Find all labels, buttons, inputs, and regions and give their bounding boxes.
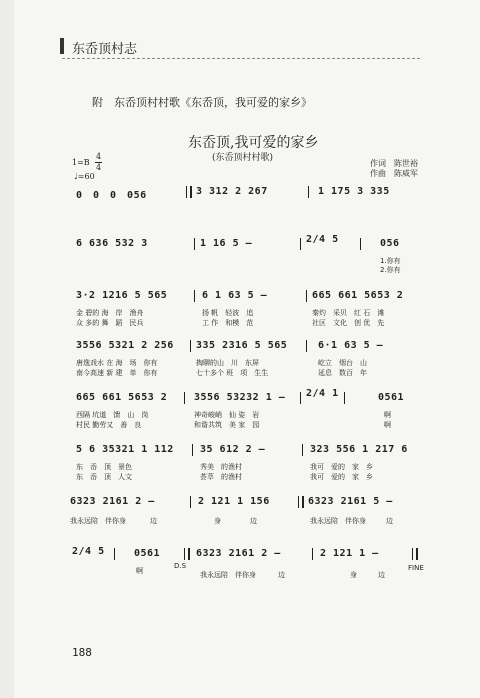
- score-measure: 3 312 2 267: [196, 186, 268, 197]
- score-measure: 323 556 1 217 6: [310, 444, 408, 455]
- score-measure: 5 6 35321 1 112: [76, 444, 174, 455]
- lyric-line: 边: [250, 517, 257, 525]
- appendix-heading: 附 东岙顶村村歌《东岙顶，我可爱的家乡》: [92, 96, 312, 109]
- fine-mark: FINE: [408, 564, 424, 572]
- barline: [312, 548, 313, 560]
- barline: [190, 340, 191, 352]
- score-measure: 0 0 0 056: [76, 190, 147, 201]
- barline: [302, 444, 303, 456]
- score-measure: 2 121 1 —: [320, 548, 379, 559]
- score-measure: 665 661 5653 2: [312, 290, 404, 301]
- score-measure: 3556 53232 1 —: [194, 392, 286, 403]
- lyric-line: 啊: [384, 411, 391, 419]
- score-measure: 2 121 1 156: [198, 496, 270, 507]
- lyric-line: 金 碧的 海 岸 渔舟: [76, 309, 144, 317]
- barline: [306, 290, 307, 302]
- end-barline: [412, 548, 418, 560]
- score-measure: 0561: [134, 548, 161, 559]
- lyric-line: 秦灼 采贝 红 石 滩: [312, 309, 385, 317]
- lyric-line: 东 岙 顶 景色: [76, 463, 132, 471]
- score-measure: 6323 2161 2 —: [196, 548, 281, 559]
- lyric-line: 我可 爱的 家 乡: [310, 463, 373, 471]
- lyric-line: 啊: [384, 421, 391, 429]
- lyric-line: 扬 帆 轻波 追: [202, 309, 254, 317]
- lyric-line: 荟萃 的渔村: [200, 473, 242, 481]
- tempo-marking: ♩=60: [74, 172, 95, 181]
- lyric-line: 社区 文化 创 优 先: [312, 319, 385, 327]
- lyric-line: 唐逸戏水 在 海 场 你有: [76, 359, 158, 367]
- score-measure: 35 612 2 —: [200, 444, 266, 455]
- barline: [194, 238, 195, 250]
- lyric-line: 神奇峻峭 仙 姿 岩: [194, 411, 260, 419]
- key-signature: 1=B: [72, 158, 90, 167]
- barline: [360, 238, 361, 250]
- lyric-line: 延息 数百 年: [318, 369, 367, 377]
- song-subtitle: (东岙顶村村歌): [212, 153, 274, 163]
- lyric-line: 我永远陪 伴你身: [70, 517, 126, 525]
- dal-segno-mark: D.S: [174, 562, 187, 570]
- header-marker: [60, 38, 64, 54]
- lyric-line: 七十多个 班 项 生生: [196, 369, 269, 377]
- lyric-line: 屹立 烟台 山: [318, 359, 367, 367]
- lyric-line: 我可 爱的 家 乡: [310, 473, 373, 481]
- lyric-line: 众 多的 舞 蹈 民兵: [76, 319, 144, 327]
- time-signature-top: 4: [96, 152, 102, 161]
- composer-credit: 作曲 陈威军: [370, 169, 418, 178]
- score-measure: 3·2 1216 5 565: [76, 290, 168, 301]
- barline: [306, 340, 307, 352]
- score-measure: 6323 2161 5 —: [308, 496, 393, 507]
- score-measure: 6 1 63 5 —: [202, 290, 268, 301]
- score-measure: 665 661 5653 2: [76, 392, 168, 403]
- lyric-line: 我永远陪 伴你身: [310, 517, 366, 525]
- lyric-line: 和谐共筑 美 家 园: [194, 421, 260, 429]
- page-number: 188: [72, 646, 92, 659]
- lyric-line: 啊: [136, 567, 143, 575]
- final-repeat-barline: [184, 548, 190, 560]
- barline: [308, 186, 309, 198]
- score-measure: 335 2316 5 565: [196, 340, 288, 351]
- lyric-line: 身: [350, 571, 357, 579]
- lyric-line: 2.你有: [380, 266, 401, 274]
- lyric-line: 西隔 坑道 馈 山 岗: [76, 411, 149, 419]
- song-title: 东岙顶,我可爱的家乡: [188, 135, 319, 151]
- barline: [300, 392, 301, 404]
- lyric-line: 东 岙 顶 人文: [76, 473, 132, 481]
- header-divider: [62, 58, 420, 59]
- lyric-line: 工 作 和模 范: [202, 319, 254, 327]
- barline: [300, 238, 301, 250]
- barline: [184, 392, 185, 404]
- lyric-line: 边: [386, 517, 393, 525]
- lyric-line: 我永远陪 伴你身: [200, 571, 256, 579]
- repeat-barline: [186, 186, 192, 198]
- lyric-line: 村民 勤劳又 善 良: [76, 421, 142, 429]
- lyricist-credit: 作词 陈世裕: [370, 159, 418, 168]
- page-header-title: 东岙顶村志: [72, 42, 138, 57]
- barline: [192, 444, 193, 456]
- lyric-line: 边: [378, 571, 385, 579]
- score-measure: 056: [380, 238, 400, 249]
- barline: [190, 496, 191, 508]
- score-measure: 3556 5321 2 256: [76, 340, 174, 351]
- score-measure: 0561: [378, 392, 405, 403]
- page-edge-shadow: [0, 0, 14, 698]
- barline: [344, 392, 345, 404]
- score-measure: 6·1 63 5 —: [318, 340, 384, 351]
- barline: [194, 290, 195, 302]
- score-measure: 1 16 5 —: [200, 238, 253, 249]
- score-measure: 1 175 3 335: [318, 186, 390, 197]
- time-signature-bottom: 4: [96, 163, 102, 172]
- score-measure: 2/4 5: [306, 234, 339, 245]
- lyric-line: 边: [150, 517, 157, 525]
- score-measure: 2/4 5: [72, 546, 105, 557]
- repeat-barline: [298, 496, 304, 508]
- lyric-line: 南今高速 新 建 单 你有: [76, 369, 158, 377]
- lyric-line: 1.你有: [380, 257, 401, 265]
- lyric-line: 掏聊的山 川 东屏: [196, 359, 259, 367]
- score-measure: 6323 2161 2 —: [70, 496, 155, 507]
- lyric-line: 身: [214, 517, 221, 525]
- score-measure: 2/4 1: [306, 388, 339, 399]
- lyric-line: 边: [278, 571, 285, 579]
- barline: [114, 548, 115, 560]
- lyric-line: 秀美 的渔村: [200, 463, 242, 471]
- score-measure: 6 636 532 3: [76, 238, 148, 249]
